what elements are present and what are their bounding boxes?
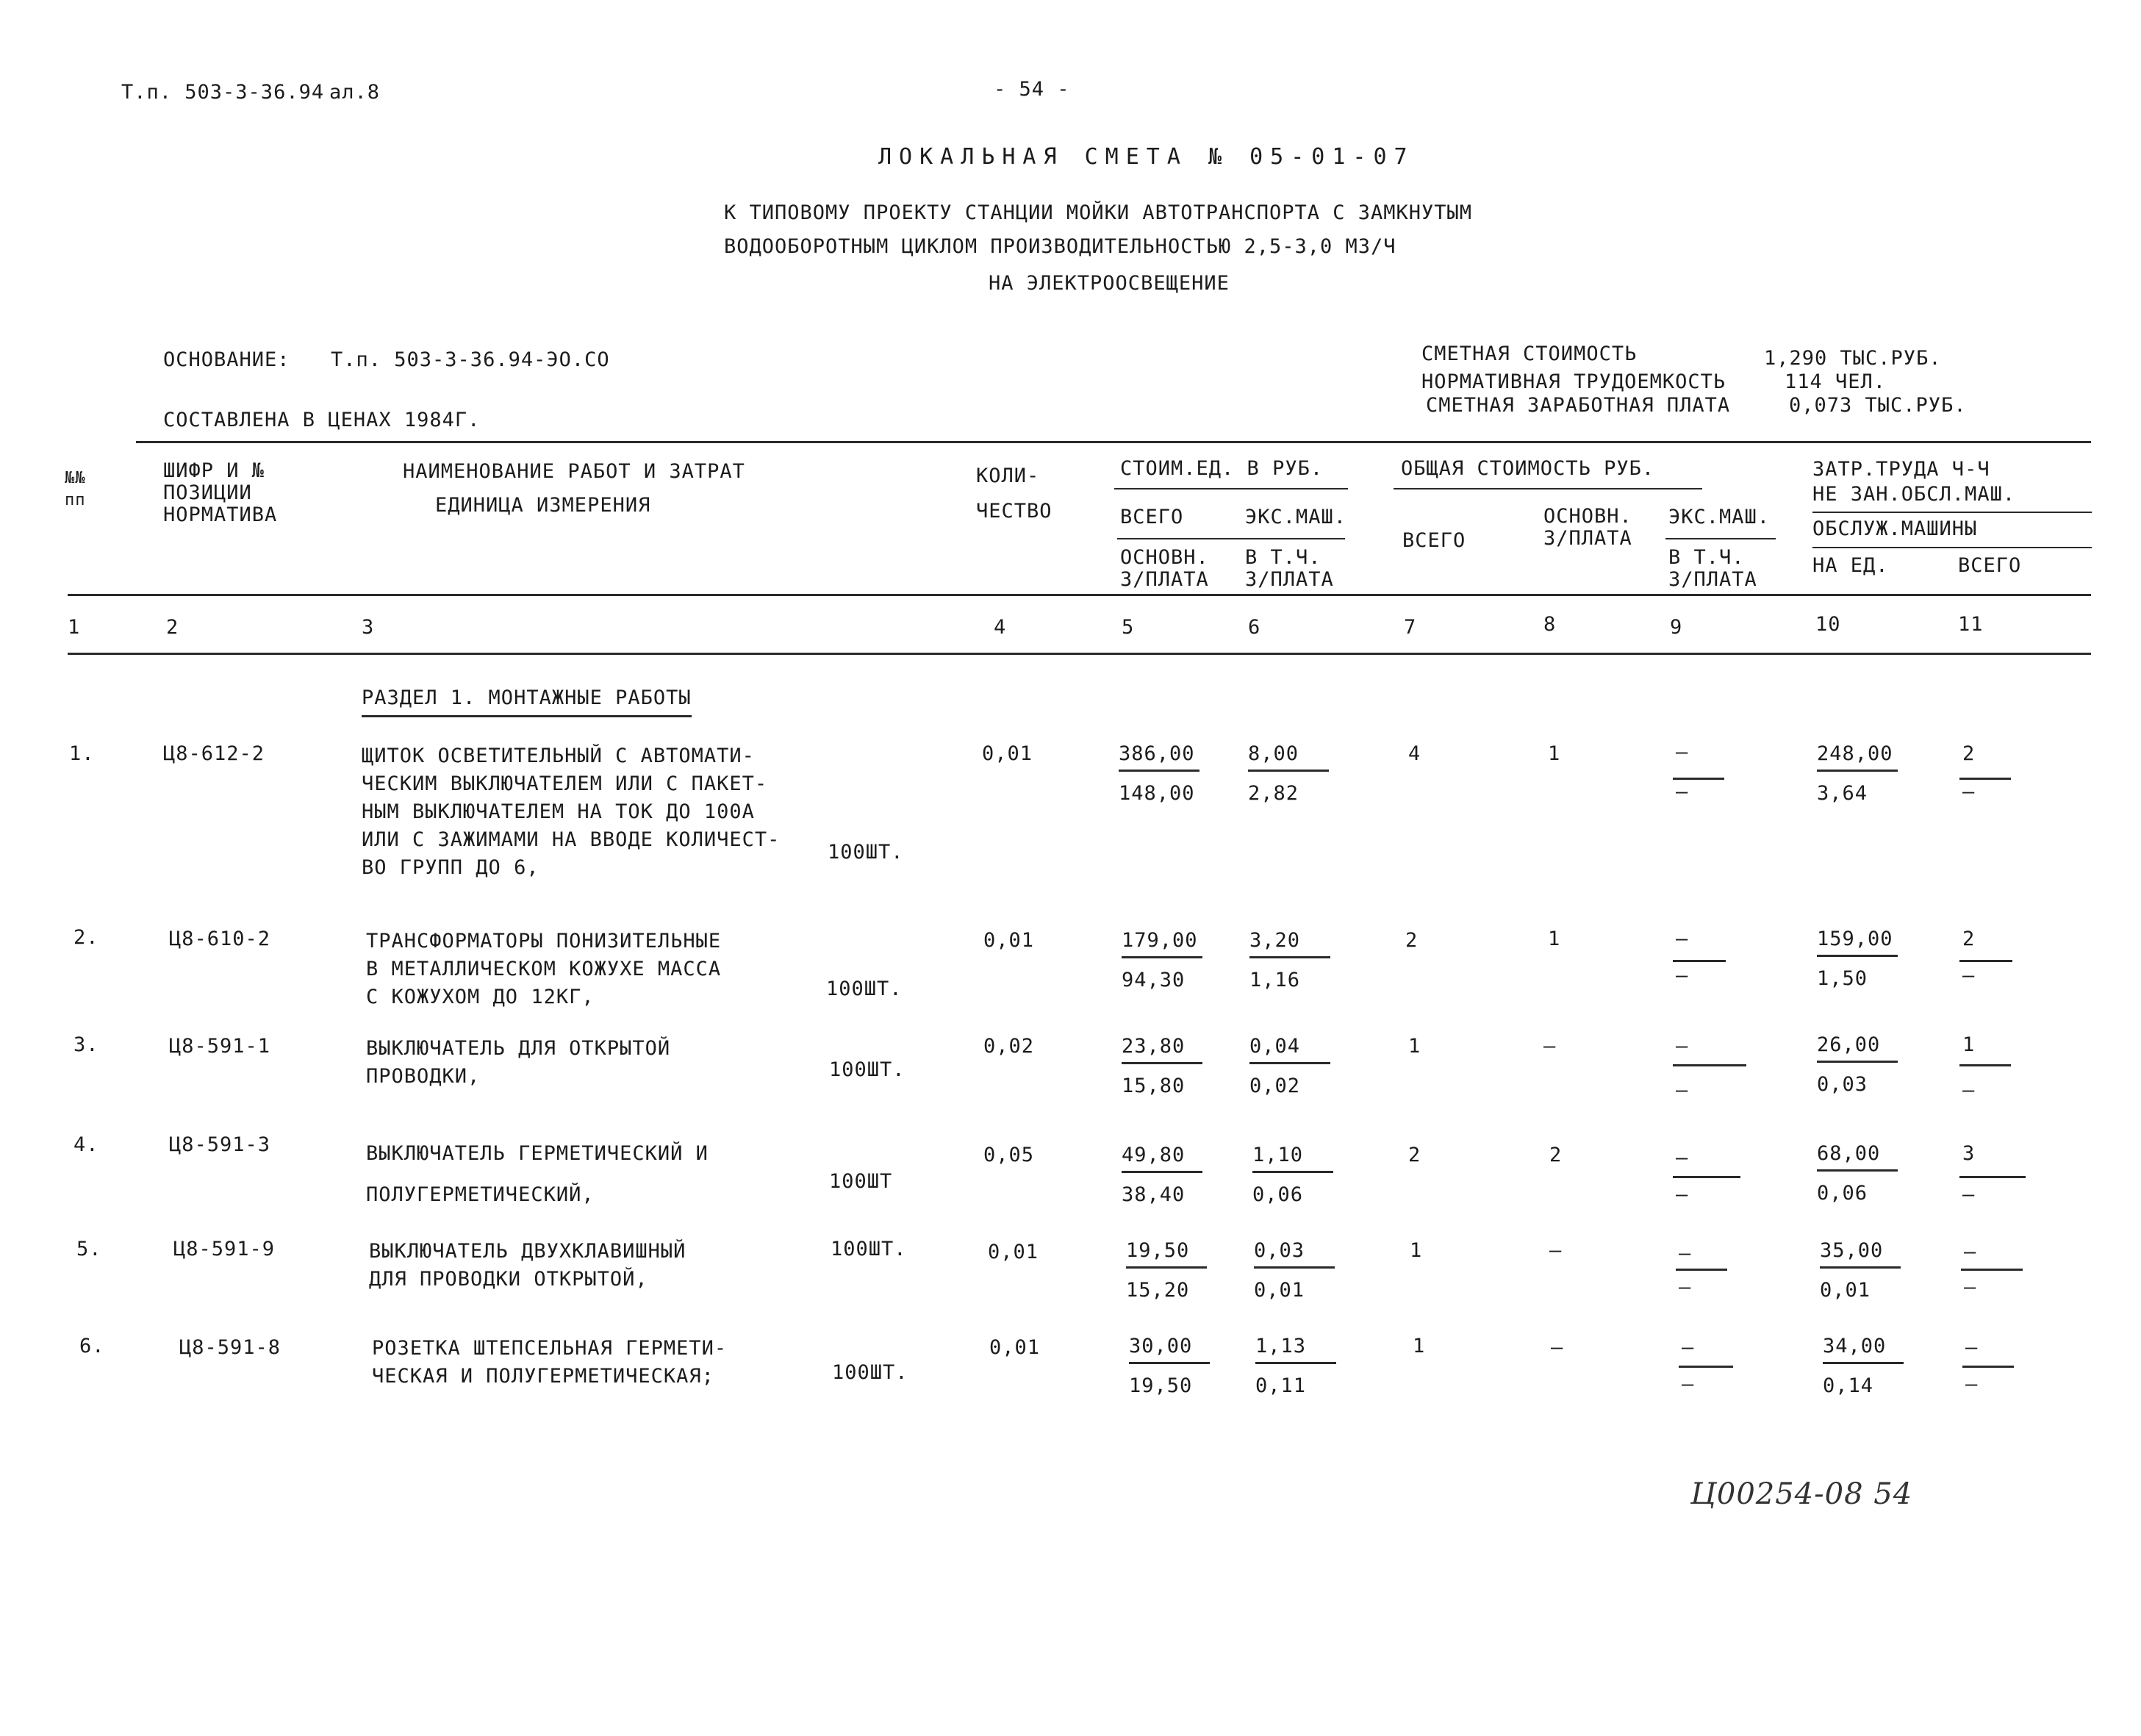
summary-value-labor: 114 ЧЕЛ.: [1785, 370, 1887, 393]
row-tc-mach: –: [1682, 1336, 1695, 1359]
col-header-uc-total: ВСЕГО: [1120, 506, 1184, 528]
row-uc-mach: 0,03: [1254, 1239, 1335, 1269]
col-header-unit-cost: СТОИМ.ЕД. В РУБ.: [1120, 457, 1324, 480]
row-tc-mach-rule: [1673, 1064, 1746, 1066]
row-code: Ц8-591-1: [169, 1035, 271, 1058]
row-unit: 100ШТ.: [829, 1058, 905, 1081]
page-number: - 54 -: [994, 78, 1070, 101]
row-labor-total-mach: –: [1965, 1373, 1979, 1396]
row-uc-wage: 148,00: [1119, 782, 1195, 805]
rule-labor-sub: [1812, 547, 2092, 548]
basis-value: Т.п. 503-3-36.94-ЭО.СО: [331, 348, 610, 371]
row-tc-mach-wage: –: [1682, 1373, 1695, 1396]
row-unit: 100ШТ.: [832, 1361, 908, 1384]
row-labor-unit-fraction: [1817, 1142, 1898, 1205]
row-tc-mach-rule: [1679, 1366, 1733, 1368]
row-qty: 0,02: [983, 1035, 1035, 1058]
row-labor-unit: 26,00: [1817, 1033, 1898, 1063]
row-name: ВЫКЛЮЧАТЕЛЬ ГЕРМЕТИЧЕСКИЙ И ПОЛУГЕРМЕТИЧЕСКИЙ,: [366, 1142, 709, 1206]
row-tc-mach: –: [1676, 1147, 1689, 1169]
row-name: ВЫКЛЮЧАТЕЛЬ ДВУХКЛАВИШНЫЙ ДЛЯ ПРОВОДКИ ОТКРЫТОЙ,: [369, 1240, 686, 1291]
sheet-label: ал.8: [329, 81, 381, 104]
col-number-5: 5: [1122, 616, 1135, 639]
rule-unit-cost: [1114, 488, 1348, 489]
row-mach-fraction: [1254, 1239, 1335, 1302]
row-tc-total: 2: [1408, 1144, 1421, 1166]
row-uc-mach-wage: 0,02: [1249, 1075, 1301, 1097]
row-labor-unit-fraction: [1823, 1335, 1904, 1397]
col-header-labor: ЗАТР.ТРУДА Ч-Ч НЕ ЗАН.ОБСЛ.МАШ.: [1812, 458, 2016, 506]
row-qty: 0,05: [983, 1144, 1035, 1166]
row-tc-mach-wage: –: [1676, 1079, 1689, 1102]
col-header-labor-sub: ОБСЛУЖ.МАШИНЫ: [1812, 517, 1978, 540]
row-uc-wage: 38,40: [1122, 1183, 1186, 1206]
row-uc-total: 386,00: [1119, 742, 1199, 772]
row-uc-fraction: [1129, 1335, 1210, 1397]
rule-total-cost: [1394, 488, 1702, 489]
row-labor-total-rule: [1961, 1269, 2023, 1271]
row-labor-unit-mach: 0,14: [1823, 1374, 1874, 1397]
row-uc-mach: 0,04: [1249, 1035, 1330, 1064]
row-name: ЩИТОК ОСВЕТИТЕЛЬНЫЙ С АВТОМАТИ- ЧЕСКИМ ВЫКЛЮЧАТЕЛЕМ ИЛИ С ПАКЕТ- НЫМ ВЫКЛЮЧАТЕЛЕМ НА ТОК ДО 100А ИЛИ С ЗАЖИМАМИ НА ВВОДЕ КОЛИЧЕСТ- ВО ГРУПП ДО 6,: [362, 745, 781, 879]
row-labor-total-mach: –: [1964, 1276, 1977, 1299]
col-header-tc-mach-wage: В Т.Ч. З/ПЛАТА: [1668, 546, 1757, 591]
handwritten-archive-number: Ц00254-08 54: [1690, 1477, 1913, 1511]
row-unit: 100ШТ.: [828, 841, 904, 864]
row-uc-mach: 8,00: [1248, 742, 1329, 772]
col-header-labor-total: ВСЕГО: [1958, 554, 2022, 577]
subtitle-line-1: К ТИПОВОМУ ПРОЕКТУ СТАНЦИИ МОЙКИ АВТОТРАНСПОРТА С ЗАМКНУТЫМ: [724, 201, 1473, 224]
rule-tc-mach: [1665, 538, 1776, 539]
summary-value-wage: 0,073 ТЫС.РУБ.: [1789, 394, 1967, 417]
summary-label-labor: НОРМАТИВНАЯ ТРУДОЕМКОСТЬ: [1421, 370, 1726, 393]
row-labor-total-rule: [1962, 1366, 2014, 1368]
col-number-11: 11: [1958, 613, 1984, 636]
row-unit: 100ШТ.: [831, 1238, 907, 1260]
col-header-labor-unit: НА ЕД.: [1812, 554, 1889, 577]
row-tc-mach-rule: [1673, 1176, 1740, 1178]
row-tc-wage: 1: [1548, 742, 1561, 765]
summary-label-cost: СМЕТНАЯ СТОИМОСТЬ: [1421, 342, 1638, 365]
col-number-4: 4: [994, 616, 1007, 639]
row-uc-fraction: [1119, 742, 1199, 805]
row-name: РОЗЕТКА ШТЕПСЕЛЬНАЯ ГЕРМЕТИ- ЧЕСКАЯ И ПОЛУГЕРМЕТИЧЕСКАЯ;: [372, 1337, 728, 1388]
row-tc-mach-wage: –: [1676, 964, 1689, 987]
row-uc-mach-wage: 0,11: [1255, 1374, 1307, 1397]
row-num: 2.: [73, 926, 99, 949]
col-header-tc-total: ВСЕГО: [1402, 529, 1466, 552]
row-name: ТРАНСФОРМАТОРЫ ПОНИЗИТЕЛЬНЫЕ В МЕТАЛЛИЧЕСКОМ КОЖУХЕ МАССА С КОЖУХОМ ДО 12КГ,: [366, 930, 722, 1008]
document-reference: Т.п. 503-3-36.94: [121, 81, 325, 104]
row-uc-wage: 15,20: [1126, 1279, 1190, 1302]
row-qty: 0,01: [983, 929, 1035, 952]
row-tc-mach-rule: [1673, 960, 1726, 962]
row-uc-fraction: [1122, 1144, 1202, 1206]
row-code: Ц8-610-2: [169, 928, 271, 950]
row-code: Ц8-612-2: [163, 742, 265, 765]
row-unit: 100ШТ: [829, 1170, 893, 1193]
row-uc-mach-wage: 1,16: [1249, 969, 1301, 991]
row-tc-total: 4: [1408, 742, 1421, 765]
row-tc-mach-wage: –: [1676, 781, 1689, 803]
col-header-unit: ЕДИНИЦА ИЗМЕРЕНИЯ: [435, 494, 651, 517]
subtitle-line-2: ВОДООБОРОТНЫМ ЦИКЛОМ ПРОИЗВОДИТЕЛЬНОСТЬЮ 2,5-3,0 М3/Ч: [724, 235, 1396, 258]
row-labor-total-rule: [1959, 1176, 2026, 1178]
row-labor-total: –: [1964, 1241, 1977, 1263]
row-labor-unit-mach: 1,50: [1817, 967, 1868, 990]
row-labor-total-mach: –: [1962, 1079, 1976, 1102]
row-labor-total: 1: [1962, 1033, 1976, 1056]
row-mach-fraction: [1249, 929, 1330, 991]
row-code: Ц8-591-9: [173, 1238, 276, 1260]
row-labor-unit-fraction: [1817, 742, 1898, 805]
row-labor-unit-fraction: [1817, 1033, 1898, 1096]
row-uc-mach-wage: 0,01: [1254, 1279, 1305, 1302]
row-labor-total-mach: –: [1962, 1183, 1976, 1206]
row-labor-total: 3: [1962, 1142, 1976, 1165]
row-uc-total: 30,00: [1129, 1335, 1210, 1364]
row-tc-mach-rule: [1673, 778, 1724, 780]
col-header-uc-mach: ЭКС.МАШ.: [1245, 506, 1347, 528]
row-labor-unit: 248,00: [1817, 742, 1898, 772]
row-qty: 0,01: [989, 1336, 1041, 1359]
row-tc-mach-wage: –: [1676, 1183, 1689, 1206]
row-uc-mach: 1,13: [1255, 1335, 1336, 1364]
row-labor-total-rule: [1959, 960, 2012, 962]
row-labor-total-rule: [1959, 1064, 2011, 1066]
basis-label: ОСНОВАНИЕ:: [163, 348, 290, 371]
row-tc-wage: 2: [1549, 1144, 1563, 1166]
row-tc-mach: –: [1676, 1035, 1689, 1058]
row-uc-mach-wage: 2,82: [1248, 782, 1299, 805]
col-number-2: 2: [166, 616, 179, 639]
col-number-7: 7: [1404, 616, 1417, 639]
row-qty: 0,01: [982, 742, 1033, 765]
row-uc-total: 19,50: [1126, 1239, 1207, 1269]
col-header-tc-wage: ОСНОВН. З/ПЛАТА: [1543, 505, 1632, 550]
col-header-num: №№ пп: [65, 469, 86, 509]
col-number-1: 1: [68, 616, 81, 639]
row-labor-unit: 68,00: [1817, 1142, 1898, 1172]
section-title: РАЗДЕЛ 1. МОНТАЖНЫЕ РАБОТЫ: [362, 686, 692, 717]
row-uc-total: 23,80: [1122, 1035, 1202, 1064]
col-header-uc-mach-wage: В Т.Ч. З/ПЛАТА: [1245, 546, 1334, 591]
row-labor-total: 2: [1962, 742, 1976, 765]
row-uc-total: 179,00: [1122, 929, 1202, 958]
row-tc-mach: –: [1676, 741, 1689, 764]
document-title: ЛОКАЛЬНАЯ СМЕТА № 05-01-07: [878, 144, 1415, 170]
row-uc-mach: 1,10: [1252, 1144, 1333, 1173]
row-labor-unit-mach: 0,01: [1820, 1279, 1871, 1302]
col-number-9: 9: [1670, 616, 1683, 639]
row-labor-unit-fraction: [1820, 1239, 1901, 1302]
row-tc-mach-wage: –: [1679, 1276, 1692, 1299]
row-num: 1.: [69, 742, 95, 765]
col-header-tc-mach: ЭКС.МАШ.: [1668, 506, 1771, 528]
header-bottom-rule: [68, 594, 2091, 596]
row-uc-wage: 94,30: [1122, 969, 1186, 991]
row-tc-wage: –: [1551, 1336, 1564, 1359]
row-labor-total-mach: –: [1962, 781, 1976, 803]
row-tc-mach: –: [1679, 1242, 1692, 1265]
row-tc-wage: –: [1549, 1239, 1563, 1262]
row-tc-wage: –: [1543, 1035, 1557, 1058]
row-labor-unit: 34,00: [1823, 1335, 1904, 1364]
row-tc-total: 1: [1413, 1335, 1426, 1357]
row-tc-mach: –: [1676, 928, 1689, 950]
row-name: ВЫКЛЮЧАТЕЛЬ ДЛЯ ОТКРЫТОЙ ПРОВОДКИ,: [366, 1037, 671, 1088]
col-number-6: 6: [1248, 616, 1261, 639]
row-uc-wage: 15,80: [1122, 1075, 1186, 1097]
col-header-total-cost: ОБЩАЯ СТОИМОСТЬ РУБ.: [1401, 457, 1655, 480]
row-unit: 100ШТ.: [826, 978, 903, 1000]
row-mach-fraction: [1255, 1335, 1336, 1397]
row-uc-mach: 3,20: [1249, 929, 1330, 958]
rule-uc-sub: [1117, 538, 1345, 539]
summary-label-wage: СМЕТНАЯ ЗАРАБОТНАЯ ПЛАТА: [1426, 394, 1731, 417]
row-tc-total: 2: [1405, 929, 1419, 952]
row-code: Ц8-591-3: [169, 1133, 271, 1156]
row-uc-fraction: [1122, 1035, 1202, 1097]
col-header-name: НАИМЕНОВАНИЕ РАБОТ И ЗАТРАТ: [403, 460, 745, 483]
row-uc-fraction: [1122, 929, 1202, 991]
row-code: Ц8-591-8: [179, 1336, 281, 1359]
row-labor-total: –: [1965, 1336, 1979, 1359]
row-uc-total: 49,80: [1122, 1144, 1202, 1173]
rule-labor: [1812, 512, 2092, 513]
numbers-bottom-rule: [68, 653, 2091, 655]
row-uc-mach-wage: 0,06: [1252, 1183, 1304, 1206]
col-header-code: ШИФР И № ПОЗИЦИИ НОРМАТИВА: [163, 459, 278, 526]
row-mach-fraction: [1249, 1035, 1330, 1097]
row-uc-fraction: [1126, 1239, 1207, 1302]
row-labor-total-rule: [1959, 778, 2011, 780]
price-level-note: СОСТАВЛЕНА В ЦЕНАХ 1984Г.: [163, 409, 481, 431]
row-uc-wage: 19,50: [1129, 1374, 1193, 1397]
row-tc-total: 1: [1410, 1239, 1423, 1262]
row-labor-total-mach: –: [1962, 964, 1976, 987]
row-num: 4.: [73, 1133, 99, 1156]
row-qty: 0,01: [988, 1241, 1039, 1263]
row-labor-unit-fraction: [1817, 928, 1898, 990]
row-labor-total: 2: [1962, 928, 1976, 950]
row-labor-unit-mach: 3,64: [1817, 782, 1868, 805]
row-labor-unit-mach: 0,03: [1817, 1073, 1868, 1096]
row-tc-wage: 1: [1548, 928, 1561, 950]
row-labor-unit: 35,00: [1820, 1239, 1901, 1269]
row-labor-unit: 159,00: [1817, 928, 1898, 957]
col-number-3: 3: [362, 616, 375, 639]
row-mach-fraction: [1248, 742, 1329, 805]
row-num: 3.: [73, 1033, 99, 1056]
row-num: 5.: [76, 1238, 102, 1260]
subtitle-line-3: НА ЭЛЕКТРООСВЕЩЕНИЕ: [989, 272, 1230, 295]
table-top-rule: [136, 441, 2091, 443]
col-number-8: 8: [1543, 613, 1557, 636]
row-num: 6.: [79, 1335, 105, 1357]
row-tc-total: 1: [1408, 1035, 1421, 1058]
row-labor-unit-mach: 0,06: [1817, 1182, 1868, 1205]
col-header-uc-wage: ОСНОВН. З/ПЛАТА: [1120, 546, 1209, 591]
row-tc-mach-rule: [1676, 1269, 1727, 1271]
row-mach-fraction: [1252, 1144, 1333, 1206]
summary-value-cost: 1,290 ТЫС.РУБ.: [1764, 347, 1942, 370]
col-number-10: 10: [1815, 613, 1841, 636]
col-header-qty: КОЛИ- ЧЕСТВО: [976, 465, 1052, 523]
